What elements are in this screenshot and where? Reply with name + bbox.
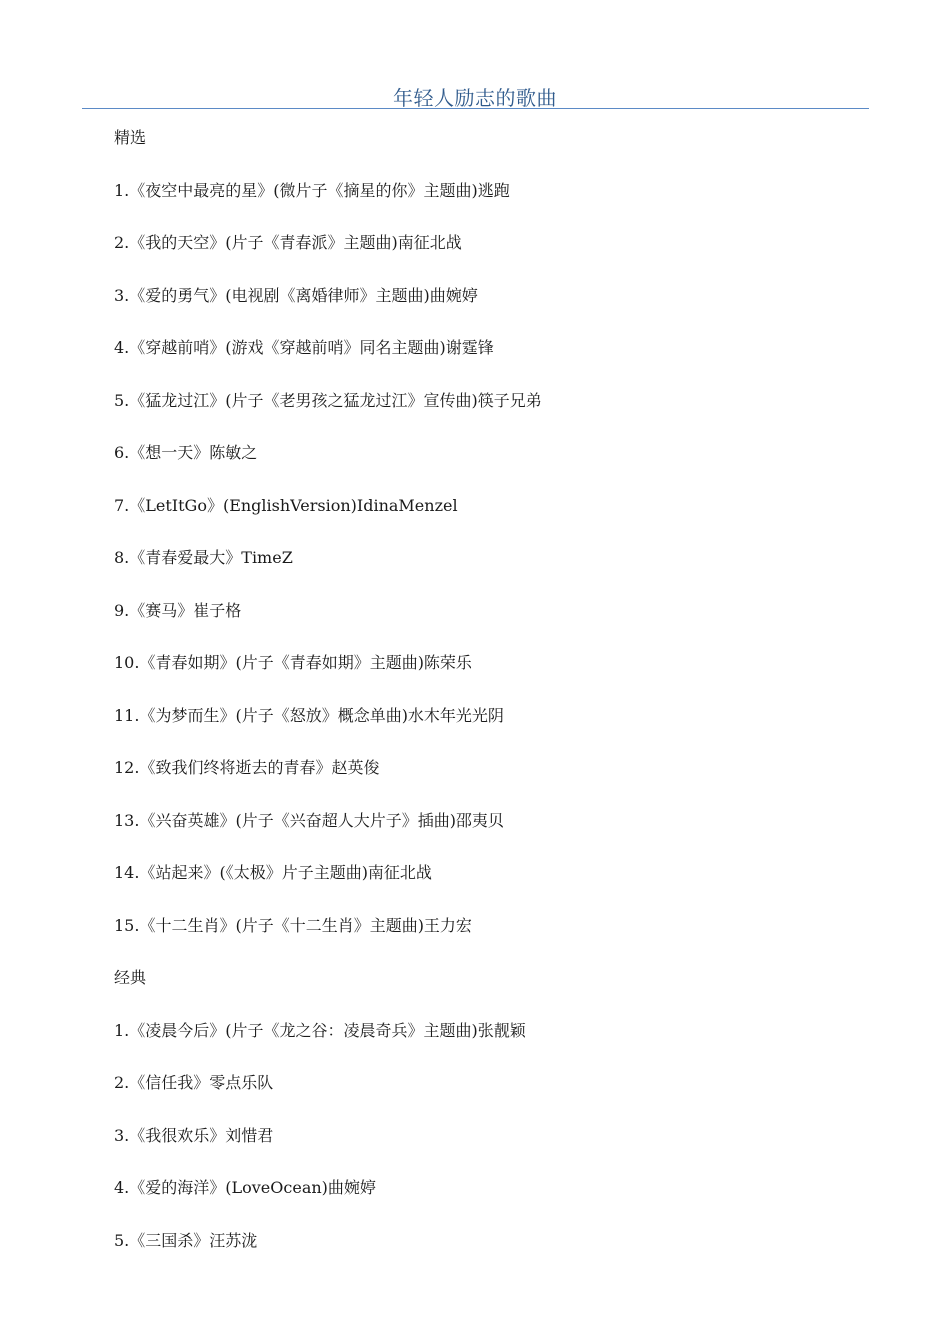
list-item: 4.《穿越前哨》(游戏《穿越前哨》同名主题曲)谢霆锋 (114, 338, 494, 357)
section-heading: 经典 (114, 968, 147, 987)
list-item: 1.《凌晨今后》(片子《龙之谷：凌晨奇兵》主题曲)张靓颖 (114, 1020, 526, 1040)
list-item: 5.《三国杀》汪苏泷 (114, 1230, 258, 1250)
section-heading: 精选 (114, 128, 147, 147)
title-underline (82, 108, 869, 109)
list-item: 2.《信任我》零点乐队 (114, 1073, 274, 1092)
list-item: 5.《猛龙过江》(片子《老男孩之猛龙过江》宣传曲)筷子兄弟 (114, 390, 542, 410)
document-body (114, 122, 874, 1277)
list-item: 13.《兴奋英雄》(片子《兴奋超人大片子》插曲)邵夷贝 (114, 810, 504, 830)
list-item: 11.《为梦而生》(片子《怒放》概念单曲)水木年光光阴 (114, 705, 504, 725)
document-title: 年轻人励志的歌曲 (393, 86, 557, 110)
list-item: 3.《爱的勇气》(电视剧《离婚律师》主题曲)曲婉婷 (114, 285, 478, 305)
list-item: 3.《我很欢乐》刘惜君 (114, 1125, 274, 1145)
list-item: 8.《青春爱最大》TimeZ (114, 548, 293, 567)
list-item: 9.《赛马》崔子格 (114, 600, 242, 620)
list-item: 1.《夜空中最亮的星》(微片子《摘星的你》主题曲)逃跑 (114, 180, 510, 200)
list-item: 15.《十二生肖》(片子《十二生肖》主题曲)王力宏 (114, 915, 472, 935)
list-item: 12.《致我们终将逝去的青春》赵英俊 (114, 758, 380, 777)
list-item: 14.《站起来》(《太极》片子主题曲)南征北战 (114, 863, 432, 882)
list-item: 2.《我的天空》(片子《青春派》主题曲)南征北战 (114, 233, 462, 252)
list-item: 6.《想一天》陈敏之 (114, 443, 258, 462)
list-item: 7.《LetItGo》(EnglishVersion)IdinaMenzel (114, 495, 458, 515)
list-item: 10.《青春如期》(片子《青春如期》主题曲)陈荣乐 (114, 653, 472, 672)
list-item: 4.《爱的海洋》(LoveOcean)曲婉婷 (114, 1178, 376, 1197)
